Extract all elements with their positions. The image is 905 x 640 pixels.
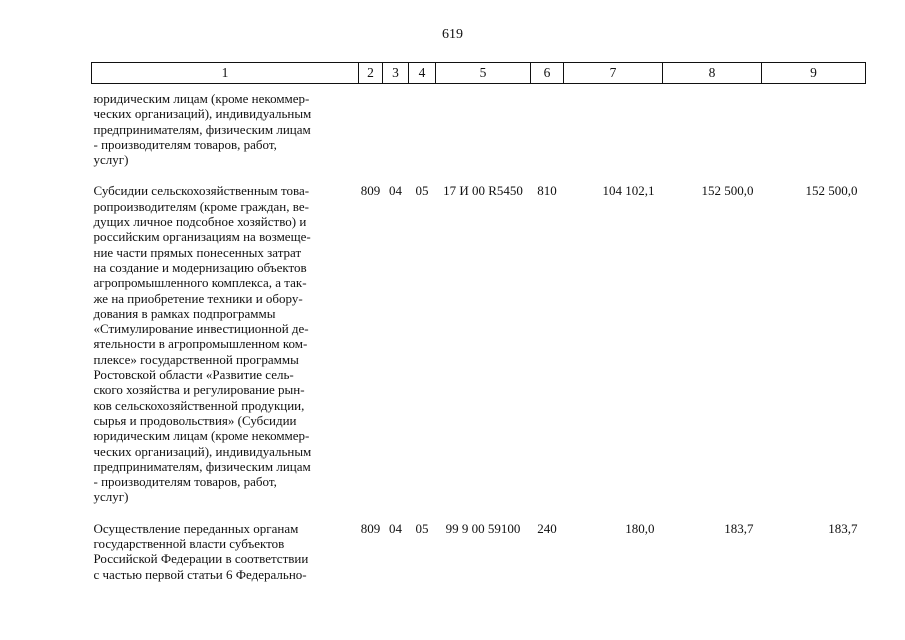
description-line: с частью первой статьи 6 Федерально- bbox=[93, 566, 307, 582]
amount-col-9: 152 500,0 bbox=[805, 183, 858, 199]
expense-type-code bbox=[531, 84, 564, 168]
expense-type-code: 240 bbox=[537, 520, 557, 536]
amount-col-7: 180,0 bbox=[625, 520, 655, 536]
section-code: 04 bbox=[389, 183, 402, 199]
table-row bbox=[92, 84, 866, 168]
description-line: Осуществление переданных органам bbox=[93, 520, 299, 536]
description-line: Субсидии сельскохозяйственным това- bbox=[93, 183, 310, 199]
expense-type-code: 810 bbox=[537, 183, 557, 199]
subsection-code: 05 bbox=[415, 183, 429, 199]
description-line: предпринимателям, физическим лицам bbox=[93, 121, 311, 137]
header-col-7: 7 bbox=[564, 63, 663, 84]
description-line: «Стимулирование инвестиционной де- bbox=[93, 321, 309, 337]
row-description bbox=[92, 167, 359, 504]
page-number: 619 bbox=[442, 27, 463, 42]
target-article-code: 99 9 00 59100 bbox=[445, 520, 521, 536]
header-col-5: 5 bbox=[436, 63, 531, 84]
amount-col-9 bbox=[762, 84, 866, 168]
description-line: - производителям товаров, работ, bbox=[93, 474, 277, 490]
description-line: ского хозяйства и регулирование рын- bbox=[93, 382, 305, 398]
amount-col-8: 152 500,0 bbox=[701, 183, 754, 199]
header-col-4: 4 bbox=[409, 63, 436, 84]
description-line: ние части прямых понесенных затрат bbox=[93, 244, 302, 260]
header-col-2: 2 bbox=[359, 63, 383, 84]
description-line: сырья и продовольствия» (Субсидии bbox=[93, 412, 297, 428]
description-line: российским организациям на возмеще- bbox=[93, 229, 311, 245]
department-code: 809 bbox=[360, 183, 381, 199]
description-line: - производителям товаров, работ, bbox=[93, 136, 277, 152]
amount-col-9: 183,7 bbox=[828, 520, 858, 536]
description-line: же на приобретение техники и обору- bbox=[93, 290, 303, 306]
header-col-8: 8 bbox=[663, 63, 762, 84]
description-line: ческих организаций), индивидуальным bbox=[93, 443, 312, 459]
header-row bbox=[92, 63, 866, 84]
department-code: 809 bbox=[360, 520, 381, 536]
description-line: ческих организаций), индивидуальным bbox=[93, 106, 312, 122]
section-code: 04 bbox=[389, 520, 402, 536]
description-line: дущих личное подсобное хозяйство) и bbox=[93, 214, 307, 230]
target-article-code: 17 И 00 R5450 bbox=[443, 183, 523, 199]
amount-col-8 bbox=[663, 84, 762, 168]
amount-col-7 bbox=[564, 84, 663, 168]
description-line: юридическим лицам (кроме некоммер- bbox=[93, 428, 310, 444]
amount-col-7: 104 102,1 bbox=[602, 183, 655, 199]
subsection-code: 05 bbox=[415, 520, 429, 536]
amount-col-8: 183,7 bbox=[724, 520, 754, 536]
description-line: плексе» государственной программы bbox=[93, 351, 299, 367]
description-line: услуг) bbox=[93, 152, 129, 168]
subsection-code bbox=[409, 84, 436, 168]
description-line: предпринимателям, физическим лицам bbox=[93, 458, 311, 474]
description-line: ропроизводителям (кроме граждан, ве- bbox=[93, 198, 309, 214]
table-body bbox=[92, 84, 866, 582]
description-line: государственной власти субъектов bbox=[93, 536, 285, 552]
department-code bbox=[359, 84, 383, 168]
target-article-code bbox=[436, 84, 531, 168]
description-line: юридическим лицам (кроме некоммер- bbox=[93, 91, 310, 106]
description-line: дования в рамках подпрограммы bbox=[93, 305, 276, 321]
description-line: Российской Федерации в соответствии bbox=[93, 551, 309, 567]
table-row bbox=[92, 505, 866, 582]
header-col-6: 6 bbox=[531, 63, 564, 84]
description-line: Ростовской области «Развитие сель- bbox=[93, 367, 294, 383]
table-row bbox=[92, 167, 866, 504]
description-line: на создание и модернизацию объектов bbox=[93, 259, 307, 275]
header-col-3: 3 bbox=[383, 63, 409, 84]
row-description bbox=[92, 505, 359, 582]
description-line: услуг) bbox=[93, 489, 129, 505]
budget-table bbox=[91, 62, 866, 582]
description-line: агропромышленного комплекса, а так- bbox=[93, 275, 307, 291]
row-description bbox=[92, 84, 359, 168]
header-col-9: 9 bbox=[762, 63, 866, 84]
description-line: ков сельскохозяйственной продукции, bbox=[93, 397, 305, 413]
description-line: ятельности в агропромышленном ком- bbox=[93, 336, 308, 352]
header-col-1: 1 bbox=[92, 63, 359, 84]
section-code bbox=[383, 84, 409, 168]
